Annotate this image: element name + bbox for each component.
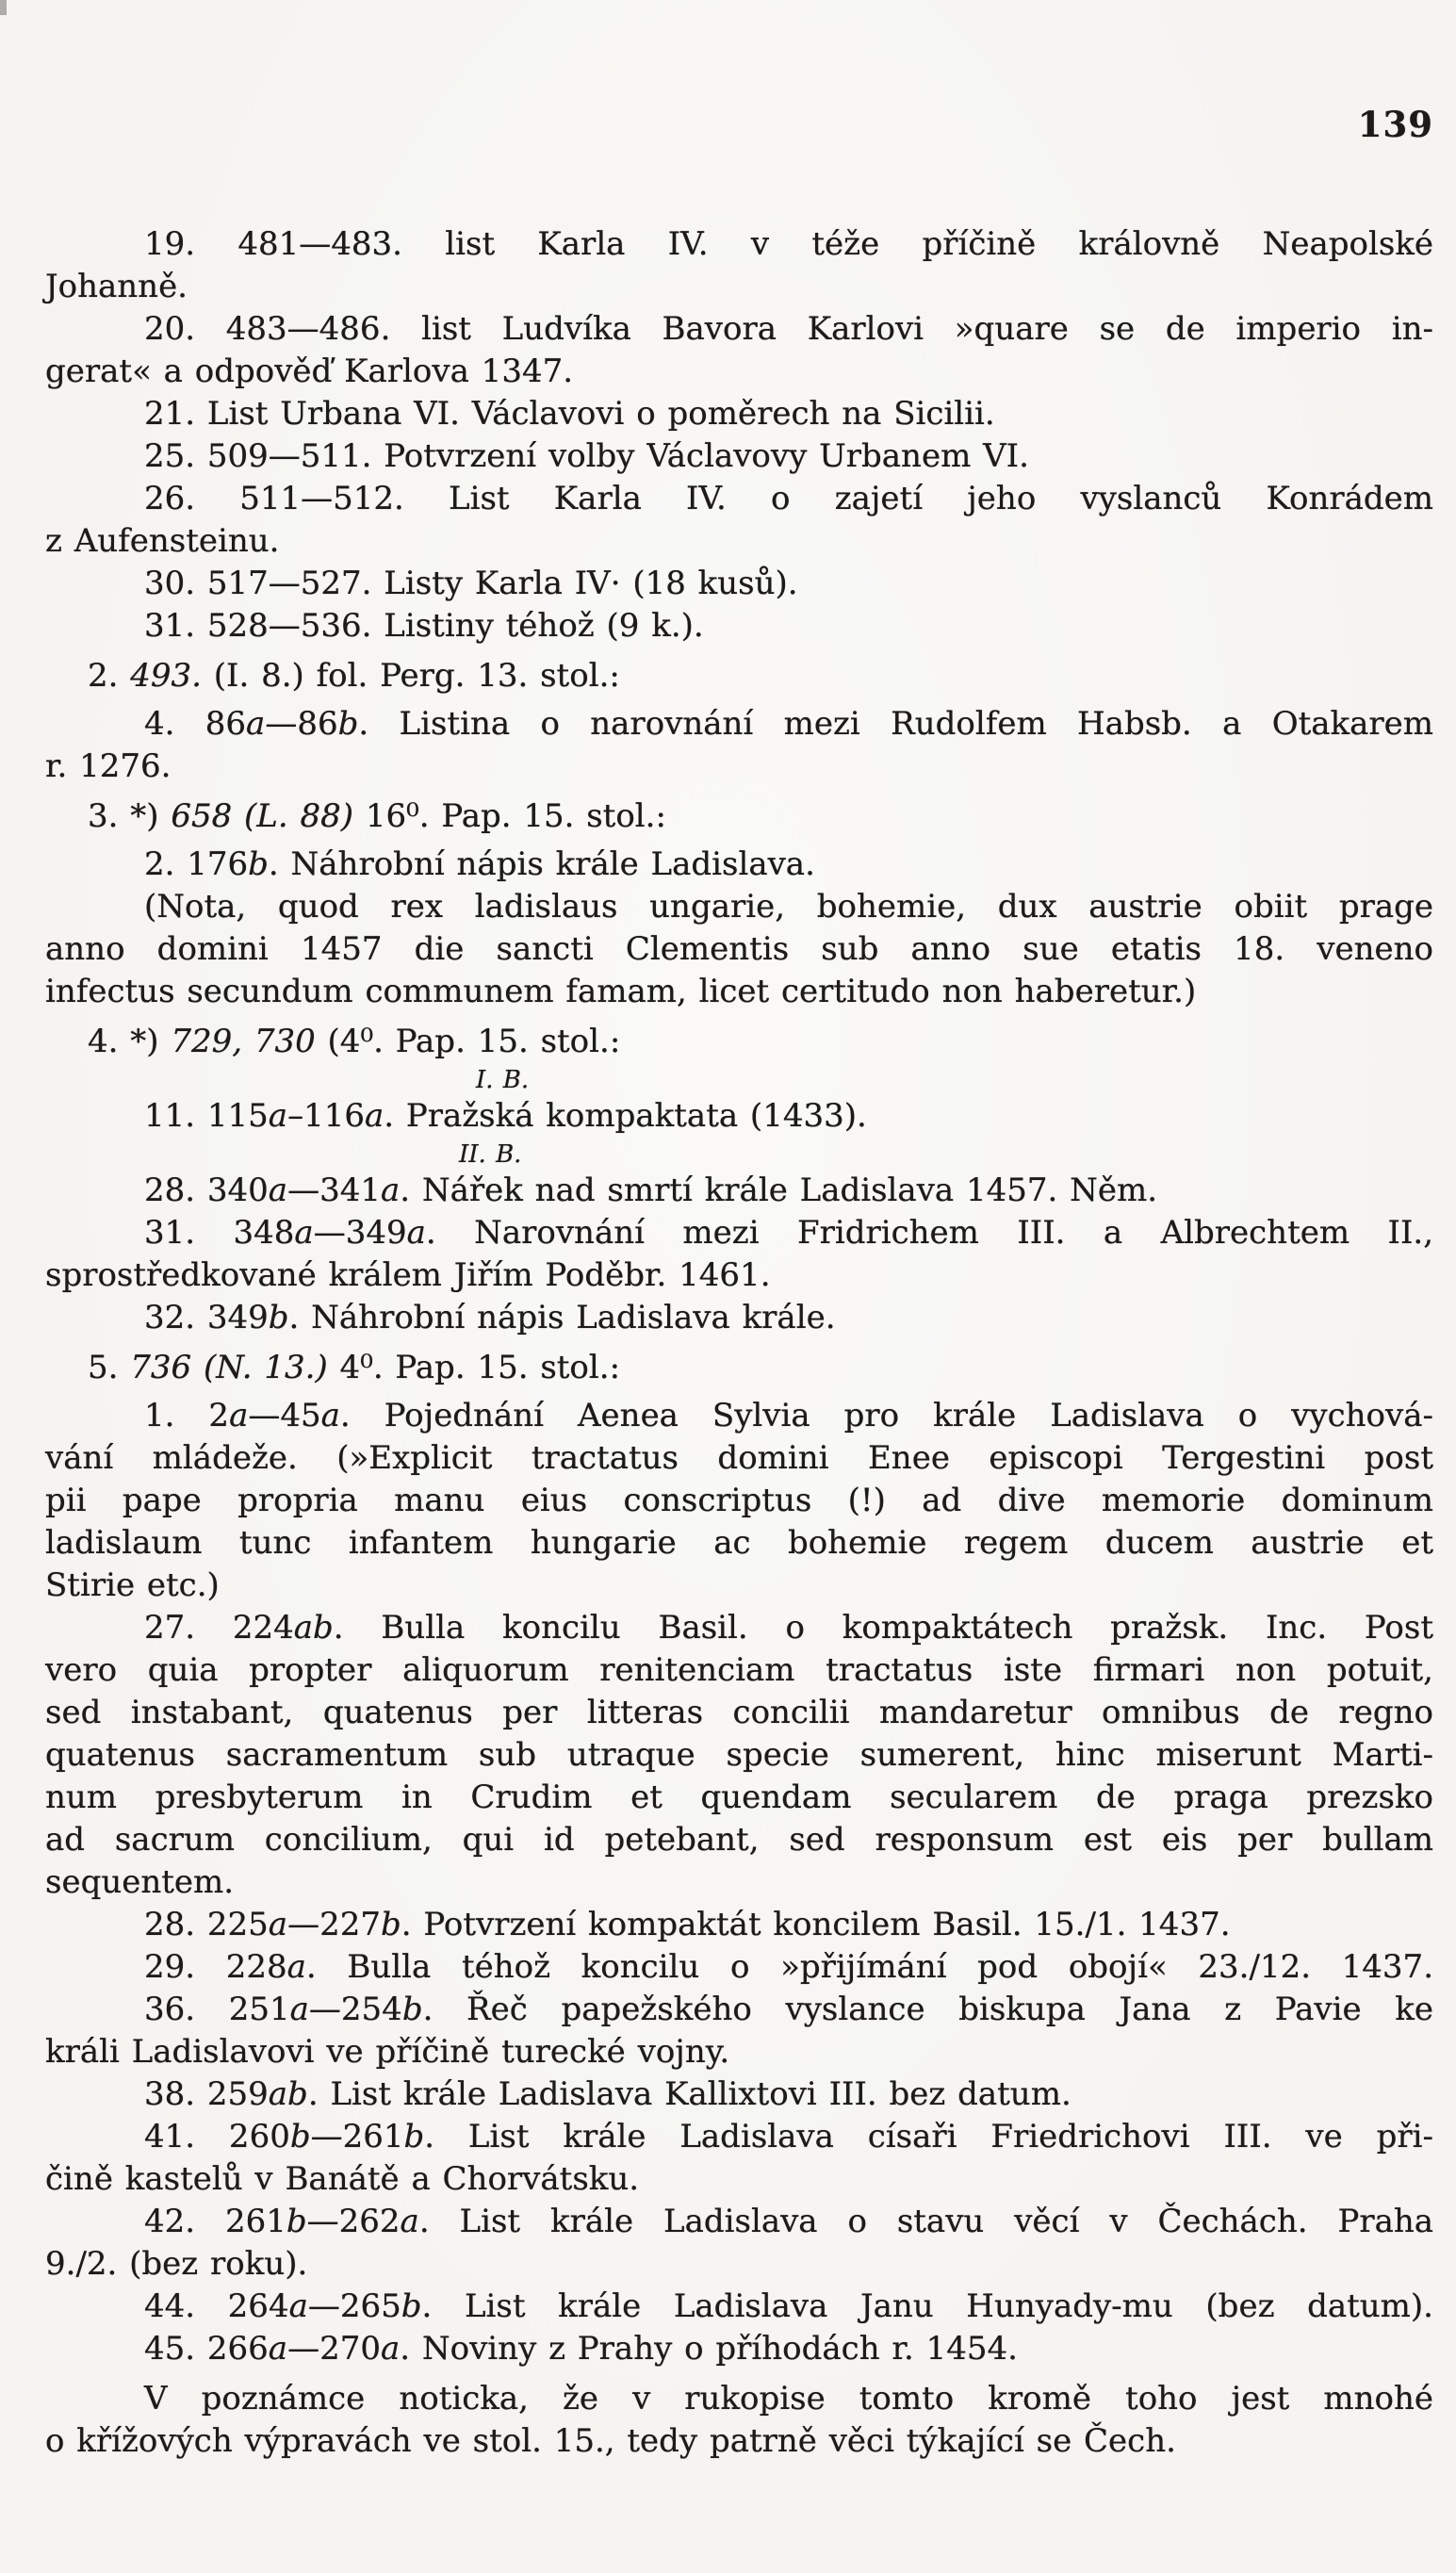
text-segment: —227 — [287, 1906, 381, 1943]
text-line — [45, 795, 1433, 838]
text-segment: a — [286, 1948, 306, 1986]
text-segment: 28. 340 — [144, 1172, 269, 1209]
text-segment: vání mládeže. (»Explicit tractatus domini Enee episcopi Tergestini post — [45, 1439, 1433, 1477]
text-line — [45, 703, 1433, 746]
text-segment: 45. 266 — [144, 2330, 269, 2368]
text-line — [45, 928, 1433, 971]
text-line — [45, 1437, 1433, 1480]
text-line — [45, 1777, 1433, 1819]
text-line — [45, 2073, 1433, 2116]
text-segment: o křížových výpravách ve stol. 15., tedy patrně věci týkající se Čech. — [45, 2422, 1176, 2460]
text-line — [45, 1819, 1433, 1861]
text-line — [45, 1904, 1433, 1946]
text-segment: a — [288, 2287, 308, 2325]
text-segment: V poznámce noticka, že v rukopise tomto kromě toho jest mnohé — [144, 2380, 1433, 2417]
text-segment: . List krále Ladislava Janu Hunyady-mu (bez datum). — [421, 2287, 1433, 2325]
text-segment: . Náhrobní nápis Ladislava krále. — [288, 1299, 836, 1336]
text-segment: 493. — [130, 657, 202, 695]
text-segment: b — [286, 2203, 307, 2240]
text-segment: infectus secundum communem famam, licet certitudo non haberetur.) — [45, 973, 1197, 1010]
text-line — [45, 2243, 1433, 2286]
text-line — [45, 393, 1433, 435]
text-line — [45, 1170, 1433, 1212]
text-segment: num presbyterum in Crudim et quendam secularem de praga prezsko — [45, 1778, 1433, 1816]
text-segment: 1. 2 — [144, 1397, 230, 1434]
text-segment: 5. — [88, 1349, 131, 1386]
text-segment: a — [380, 1172, 401, 1209]
text-segment: 31. 528—536. Listiny téhož (9 k.). — [144, 607, 704, 645]
text-segment: 4⁰. Pap. 15. stol.: — [327, 1349, 621, 1386]
text-segment: a — [320, 1397, 340, 1434]
text-line — [45, 1692, 1433, 1734]
text-line — [45, 2328, 1433, 2370]
text-segment: Stirie etc.) — [45, 1566, 220, 1604]
text-line — [45, 2201, 1433, 2243]
text-segment: . Bulla koncilu Basil. o kompaktátech pražsk. Inc. Post — [333, 1609, 1434, 1647]
text-segment: . Noviny z Prahy o příhodách r. 1454. — [400, 2330, 1018, 2368]
text-segment: čině kastelů v Banátě a Chorvátsku. — [45, 2160, 640, 2198]
text-segment: 2. — [88, 657, 131, 695]
text-segment: a — [268, 1906, 288, 1943]
text-line — [45, 1522, 1433, 1565]
text-line — [45, 2420, 1433, 2463]
text-segment: —86 — [265, 705, 338, 743]
text-segment: —349 — [313, 1214, 407, 1252]
text-segment: 736 (N. 13.) — [130, 1349, 328, 1386]
text-segment: b — [268, 1299, 289, 1336]
page-number: 139 — [1357, 104, 1433, 145]
text-segment: —265 — [307, 2287, 401, 2325]
text-segment: ab — [268, 2075, 308, 2113]
text-segment: 658 (L. 88) — [171, 797, 354, 835]
text-line — [45, 1565, 1433, 1607]
text-segment: 19. 481—483. list Karla IV. v téže příčině královně Neapolské — [144, 225, 1433, 263]
text-segment: b — [289, 2118, 311, 2155]
text-segment: 11. 115 — [144, 1097, 269, 1135]
text-segment: —261 — [310, 2118, 404, 2155]
text-segment: 16⁰. Pap. 15. stol.: — [353, 797, 666, 835]
section-label — [476, 1065, 1433, 1095]
text-segment: 41. 260 — [144, 2118, 290, 2155]
text-segment: (I. 8.) fol. Perg. 13. stol.: — [201, 657, 620, 695]
text-segment: sprostředkované králem Jiřím Poděbr. 1461. — [45, 1256, 771, 1294]
text-line — [45, 308, 1433, 351]
text-segment: 30. 517—527. Listy Karla IV· (18 kusů). — [144, 565, 798, 602]
text-line — [45, 1861, 1433, 1904]
text-line — [45, 1989, 1433, 2031]
text-segment: . List krále Ladislava císaři Friedrichovi III. ve při- — [424, 2118, 1433, 2155]
text-segment: –116 — [287, 1097, 365, 1135]
text-line — [45, 844, 1433, 886]
text-line — [45, 266, 1433, 308]
text-segment: . Náhrobní nápis krále Ladislava. — [268, 845, 815, 883]
text-segment: a — [364, 1097, 384, 1135]
text-line — [45, 1607, 1433, 1649]
text-segment: (4⁰. Pap. 15. stol.: — [315, 1023, 621, 1060]
text-segment: 729, 730 — [171, 1023, 316, 1060]
text-segment: . Nářek nad smrtí krále Ladislava 1457. Něm. — [400, 1172, 1158, 1209]
text-segment: —45 — [248, 1397, 321, 1434]
text-segment: a — [380, 2330, 401, 2368]
text-segment: 26. 511—512. List Karla IV. o zajetí jeho vyslanců Konrádem — [144, 480, 1433, 517]
text-segment: 25. 509—511. Potvrzení volby Václavovy Urbanem VI. — [144, 437, 1029, 475]
text-segment: anno domini 1457 die sancti Clementis sub anno sue etatis 18. veneno — [45, 930, 1433, 968]
text-segment: I. B. — [476, 1066, 530, 1094]
text-segment: a — [406, 1214, 426, 1252]
text-segment: 38. 259 — [144, 2075, 269, 2113]
text-segment: . Narovnání mezi Fridrichem III. a Albrechtem II., — [425, 1214, 1433, 1252]
text-segment: 4. 86 — [144, 705, 247, 743]
text-segment: 44. 264 — [144, 2287, 289, 2325]
text-segment: . List krále Ladislava o stavu věcí v Čechách. Praha — [418, 2203, 1434, 2240]
text-segment: b — [401, 2287, 422, 2325]
text-segment: a — [246, 705, 266, 743]
text-segment: 4. *) — [88, 1023, 172, 1060]
text-segment: králi Ladislavovi ve příčině turecké vojny. — [45, 2033, 730, 2071]
text-segment: 21. List Urbana VI. Václavovi o poměrech na Sicilii. — [144, 395, 995, 433]
text-line — [45, 223, 1433, 266]
text-line — [45, 2116, 1433, 2158]
text-segment: . Pražská kompaktata (1433). — [384, 1097, 867, 1135]
text-segment: b — [403, 2118, 425, 2155]
text-segment: a — [294, 1214, 314, 1252]
text-segment: —341 — [287, 1172, 381, 1209]
text-line — [45, 1021, 1433, 1063]
text-line — [45, 520, 1433, 563]
text-segment: . Listina o narovnání mezi Rudolfem Habsb. a Otakarem — [358, 705, 1433, 743]
text-segment: ad sacrum concilium, qui id petebant, sed responsum est eis per bullam — [45, 1821, 1433, 1859]
text-segment: 27. 224 — [144, 1609, 294, 1647]
text-segment: Johanně. — [45, 268, 188, 305]
text-segment: a — [229, 1397, 249, 1434]
text-line — [45, 2286, 1433, 2328]
text-line — [45, 2031, 1433, 2073]
text-line — [45, 746, 1433, 788]
text-segment: II. B. — [459, 1140, 522, 1169]
text-segment: b — [248, 845, 269, 883]
page-text — [45, 223, 1433, 2463]
text-segment: —262 — [306, 2203, 401, 2240]
text-line — [45, 1395, 1433, 1437]
text-segment: vero quia propter aliquorum renitenciam tractatus iste firmari non potuit, — [45, 1651, 1433, 1689]
text-line — [45, 971, 1433, 1013]
text-segment: a — [289, 1991, 309, 2028]
text-segment: 32. 349 — [144, 1299, 269, 1336]
text-segment: (Nota, quod rex ladislaus ungarie, bohemie, dux austrie obiit prage — [144, 888, 1433, 926]
text-line — [45, 1946, 1433, 1989]
text-line — [45, 1480, 1433, 1522]
text-line — [45, 563, 1433, 605]
text-segment: 9./2. (bez roku). — [45, 2245, 308, 2283]
text-segment: . List krále Ladislava Kallixtovi III. bez datum. — [307, 2075, 1072, 2113]
text-segment: a — [400, 2203, 419, 2240]
text-line — [45, 605, 1433, 647]
text-segment: r. 1276. — [45, 747, 172, 785]
text-line — [45, 1212, 1433, 1254]
text-segment: . Potvrzení kompaktát koncilem Basil. 15./1. 1437. — [401, 1906, 1231, 1943]
text-segment: gerat« a odpověď Karlova 1347. — [45, 352, 574, 390]
text-segment: b — [380, 1906, 401, 1943]
text-line — [45, 1297, 1433, 1339]
text-segment: 31. 348 — [144, 1214, 295, 1252]
text-line — [45, 1095, 1433, 1138]
text-line — [45, 351, 1433, 393]
text-line — [45, 2378, 1433, 2420]
text-segment: . Řeč papežského vyslance biskupa Jana z Pavie ke — [422, 1991, 1433, 2028]
text-segment: sed instabant, quatenus per litteras concilii mandaretur omnibus de regno — [45, 1694, 1433, 1731]
text-segment: 42. 261 — [144, 2203, 286, 2240]
text-segment: 36. 251 — [144, 1991, 290, 2028]
text-segment: quatenus sacramentum sub utraque specie sumerent, hinc miserunt Marti- — [45, 1736, 1433, 1774]
text-segment: a — [268, 1097, 288, 1135]
section-label — [459, 1139, 1433, 1170]
text-segment: b — [401, 1991, 423, 2028]
text-segment: 20. 483—486. list Ludvíka Bavora Karlovi »quare se de imperio in- — [144, 310, 1433, 348]
text-line — [45, 478, 1433, 520]
text-segment: 3. *) — [88, 797, 172, 835]
text-segment: 29. 228 — [144, 1948, 287, 1986]
text-segment: . Bulla téhož koncilu o »přijímání pod obojí« 23./12. 1437. — [305, 1948, 1433, 1986]
text-segment: a — [268, 2330, 288, 2368]
text-segment: sequentem. — [45, 1863, 235, 1901]
text-segment: —270 — [287, 2330, 381, 2368]
text-segment: 2. 176 — [144, 845, 249, 883]
text-segment: —254 — [308, 1991, 402, 2028]
text-segment: 28. 225 — [144, 1906, 269, 1943]
text-segment: . Pojednání Aenea Sylvia pro krále Ladislava o vychová- — [339, 1397, 1433, 1434]
text-segment: a — [268, 1172, 288, 1209]
text-line — [45, 2158, 1433, 2201]
text-segment: ab — [293, 1609, 334, 1647]
text-line — [45, 1649, 1433, 1692]
text-line — [45, 1734, 1433, 1777]
text-segment: b — [337, 705, 359, 743]
text-segment: z Aufensteinu. — [45, 522, 280, 560]
text-line — [45, 1347, 1433, 1389]
text-line — [45, 435, 1433, 478]
text-line — [45, 1254, 1433, 1297]
text-segment: pii pape propria manu eius conscriptus (!) ad dive memorie dominum — [45, 1482, 1433, 1519]
text-line — [45, 886, 1433, 928]
text-segment: ladislaum tunc infantem hungarie ac bohemie regem ducem austrie et — [45, 1524, 1433, 1562]
text-line — [45, 655, 1433, 697]
scan-artifact — [0, 0, 7, 15]
